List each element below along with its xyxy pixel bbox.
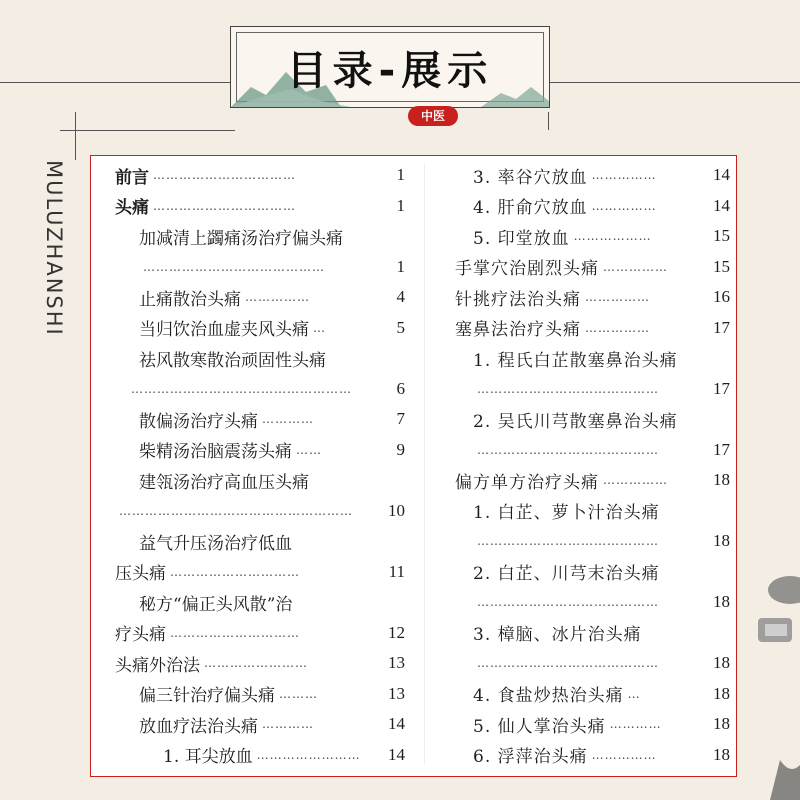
toc-entry-title: 3. 樟脑、冰片治头痛 (473, 625, 642, 645)
decorative-line (548, 82, 800, 83)
toc-entry (91, 404, 411, 434)
toc-page-number: 4 (396, 287, 405, 306)
toc-entry-title: 手掌穴治剧烈头痛 (455, 259, 599, 279)
desk-objects-illustration (710, 560, 800, 800)
toc-entry-title: 2. 白芷、川芎末治头痛 (473, 564, 660, 584)
toc-entry (91, 618, 411, 648)
toc-entry (91, 313, 411, 343)
toc-entry (431, 709, 736, 739)
toc-page-number: 15 (713, 256, 730, 276)
toc-page-number: 18 (713, 531, 730, 550)
toc-entry (91, 587, 411, 617)
toc-entry-title: 止痛散治头痛 (139, 289, 241, 310)
toc-entry (431, 435, 736, 465)
toc-leader-dots: …………… (585, 290, 650, 304)
toc-entry (91, 221, 411, 251)
toc-entry (91, 709, 411, 739)
toc-entry-title: 当归饮治血虚夹风头痛 (139, 320, 309, 340)
toc-leader-dots: …………………… (204, 656, 308, 670)
toc-leader-dots: …………………………… (153, 198, 296, 213)
toc-box (90, 155, 737, 777)
toc-entry-title: 益气升压汤治疗低血 (139, 533, 292, 554)
toc-entry-title: 前言 (115, 167, 149, 188)
toc-entry (91, 343, 411, 373)
toc-leader-dots: ………… (609, 717, 662, 731)
toc-page-number: 14 (713, 195, 730, 215)
toc-entry (431, 526, 736, 556)
toc-entry (91, 374, 411, 404)
toc-page-number: 6 (396, 378, 405, 398)
toc-page-number: 1 (396, 165, 405, 184)
toc-entry-title: 针挑疗法治头痛 (455, 289, 581, 310)
toc-entry-title: 建瓴汤治疗高血压头痛 (139, 472, 309, 493)
toc-entry-title: 4. 食盐炒热治头痛 (473, 686, 624, 706)
decorative-line (548, 112, 549, 130)
toc-page-number: 17 (713, 439, 730, 459)
toc-page-number: 1 (396, 195, 405, 215)
toc-page-number: 7 (396, 409, 405, 428)
toc-entry (431, 648, 736, 678)
toc-leader-dots: …………………… (256, 747, 361, 762)
toc-entry-title: 压头痛 (115, 564, 166, 584)
decorative-line (60, 130, 235, 131)
toc-entry (91, 191, 411, 221)
toc-page-number: 11 (388, 561, 405, 581)
toc-entry-title: 散偏汤治疗头痛 (139, 411, 258, 432)
toc-leader-dots: ………… (262, 412, 314, 426)
toc-leader-dots: …………… (591, 198, 657, 213)
toc-entry-title: 加减清上蠲痛汤治疗偏头痛 (139, 228, 343, 249)
toc-entry (91, 648, 411, 678)
toc-entry-title: 祛风散寒散治顽固性头痛 (139, 350, 326, 371)
toc-entry (91, 526, 411, 556)
toc-leader-dots: …………………………………… (477, 442, 659, 457)
toc-leader-dots: ………… (262, 717, 314, 731)
toc-page-number: 17 (713, 317, 730, 337)
toc-leader-dots: …………… (603, 473, 668, 487)
toc-page-number: 13 (388, 653, 405, 672)
toc-entry (431, 252, 736, 282)
toc-entry (91, 557, 411, 587)
column-divider (424, 164, 425, 764)
toc-entry (91, 435, 411, 465)
title-banner (230, 26, 550, 108)
toc-entry-title: 头痛 (115, 198, 149, 218)
toc-entry (431, 557, 736, 587)
toc-entry (431, 221, 736, 251)
toc-leader-dots: … (313, 320, 326, 335)
side-text: MULUZHANSHI (42, 160, 66, 337)
toc-page-number: 18 (713, 683, 730, 703)
toc-leader-dots: ………………………… (170, 564, 300, 579)
toc-entry (431, 343, 736, 373)
toc-entry (91, 496, 411, 526)
toc-entry (431, 740, 736, 770)
toc-page-number: 5 (396, 317, 405, 337)
toc-entry-title: 秘方“偏正头风散”治 (139, 594, 293, 615)
seal-badge: 中医 (408, 106, 458, 126)
toc-entry (431, 313, 736, 343)
page-title: 目录-展示 (286, 48, 494, 94)
toc-page-number: 14 (388, 744, 405, 764)
toc-page-number: 13 (388, 683, 405, 703)
toc-leader-dots: …………… (591, 747, 657, 762)
toc-page-number: 12 (388, 622, 405, 642)
toc-entry (431, 465, 736, 495)
toc-page-number: 16 (713, 287, 730, 306)
decorative-line (75, 112, 76, 160)
toc-entry-title: 4. 肝俞穴放血 (473, 198, 588, 218)
toc-entry (91, 282, 411, 312)
toc-page-number: 18 (713, 592, 730, 611)
toc-page-number: 18 (713, 714, 730, 733)
toc-leader-dots: ……………… (573, 229, 652, 243)
toc-leader-dots: ………………………… (170, 625, 300, 640)
toc-leader-dots: …………… (585, 320, 650, 335)
side-vertical-text (40, 160, 70, 430)
toc-page-number: 1 (396, 256, 405, 276)
decorative-line (0, 82, 235, 83)
toc-entry-title: 1. 耳尖放血 (163, 747, 253, 767)
toc-page-number: 18 (713, 653, 730, 672)
toc-entry (431, 496, 736, 526)
toc-entry-title: 疗头痛 (115, 625, 166, 645)
toc-entry-title: 偏方单方治疗头痛 (455, 472, 599, 493)
toc-entry-title: 1. 白芷、萝卜汁治头痛 (473, 503, 660, 523)
toc-page-number: 18 (713, 744, 730, 764)
toc-leader-dots: …………………………… (153, 168, 296, 182)
toc-leader-dots: …… (296, 442, 322, 457)
toc-entry-title: 柴精汤治脑震荡头痛 (139, 442, 292, 462)
toc-entry-title: 2. 吴氏川芎散塞鼻治头痛 (473, 411, 678, 432)
toc-entry (91, 465, 411, 495)
toc-entry-title: 6. 浮萍治头痛 (473, 747, 588, 767)
toc-entry-title: 5. 仙人掌治头痛 (473, 716, 606, 737)
toc-entry (431, 282, 736, 312)
toc-entry (91, 160, 411, 190)
toc-entry (431, 160, 736, 190)
toc-page-number: 15 (713, 226, 730, 245)
toc-page-number: 18 (713, 470, 730, 489)
toc-entry-title: 头痛外治法 (115, 655, 200, 676)
toc-entry (431, 374, 736, 404)
toc-entry (431, 191, 736, 221)
toc-entry (91, 252, 411, 282)
toc-page-number: 14 (713, 165, 730, 184)
toc-leader-dots: …………… (245, 290, 310, 304)
toc-leader-dots: …………………………………… (477, 595, 659, 609)
toc-page-number: 10 (388, 500, 405, 520)
toc-entry-title: 偏三针治疗偏头痛 (139, 686, 275, 706)
toc-page-number: 17 (713, 378, 730, 398)
toc-entry-title: 3. 率谷穴放血 (473, 167, 588, 188)
toc-leader-dots: …………………………………………… (131, 381, 352, 396)
toc-entry-title: 放血疗法治头痛 (139, 716, 258, 737)
toc-entry (431, 587, 736, 617)
toc-leader-dots: …………… (603, 259, 668, 274)
toc-entry (431, 404, 736, 434)
toc-leader-dots: ……………………………………………… (119, 503, 353, 518)
toc-leader-dots: …………………………………… (477, 656, 659, 670)
toc-leader-dots: … (627, 686, 641, 701)
toc-leader-dots: ……… (279, 686, 318, 701)
toc-entry (91, 679, 411, 709)
toc-leader-dots: …………………………………… (477, 534, 659, 548)
toc-leader-dots: …………………………………… (477, 381, 659, 396)
toc-page-number: 14 (388, 714, 405, 733)
toc-leader-dots: …………………………………… (143, 259, 325, 274)
toc-leader-dots: …………… (591, 168, 657, 182)
toc-entry-title: 1. 程氏白芷散塞鼻治头痛 (473, 350, 678, 371)
toc-entry (431, 679, 736, 709)
toc-entry (431, 618, 736, 648)
toc-entry-title: 塞鼻法治疗头痛 (455, 320, 581, 340)
toc-page-number: 9 (396, 439, 405, 459)
toc-entry-title: 5. 印堂放血 (473, 228, 570, 249)
toc-entry (91, 740, 411, 770)
